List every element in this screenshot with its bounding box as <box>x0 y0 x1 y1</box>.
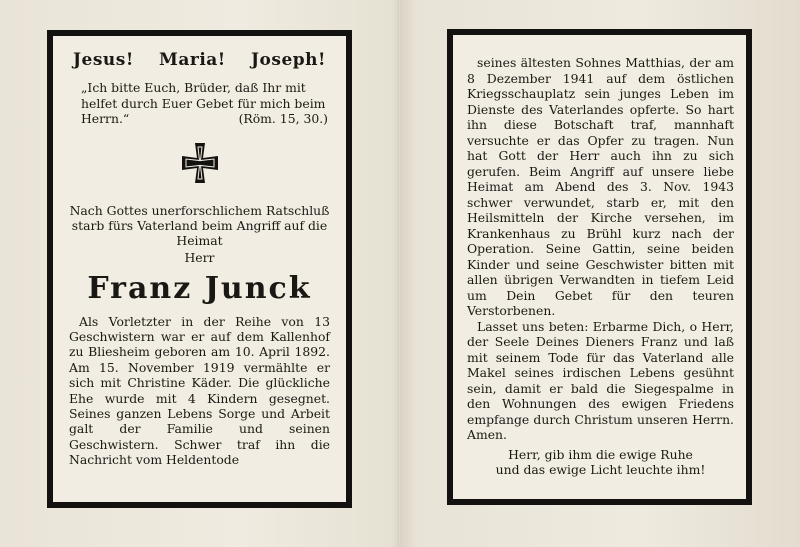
title-herr: Herr <box>184 249 215 265</box>
header-invocation <box>73 50 326 70</box>
quote-text: „Ich bitte Euch, Brüder, daß Ihr mit helfet durch Euer Gebet für mich beim Herrn.“ <box>81 80 326 126</box>
prayer-paragraph: Lasset uns beten: Erbarme Dich, o Herr, der Seele Deines Dieners Franz und laß mit seinem Tode für das Vaterland alle Makel seines irdischen Lebens gesühnt sein, damit er bald die Siegespalme in den Wohnungen des ewigen Friedens empfange durch Christum unseren Herrn. Amen. <box>467 318 734 442</box>
deceased-name: Franz Junck <box>87 270 312 306</box>
biography-text: Als Vorletzter in der Reihe von 13 Geschwistern war er auf dem Kallenhof zu Bliesheim geboren am 10. April 1892. Am 15. November 1919 vermählte er sich mit Christine Käder. Die glückliche Ehe wurde mit 4 Kindern gesegnet. Seines ganzen Lebens Sorge und Arbeit galt der Familie und seinen Geschwistern. Schwer traf ihn die Nachricht vom Heldentode <box>69 313 330 468</box>
obituary-paragraph: seines ältesten Sohnes Matthias, der am 8 Dezember 1941 auf dem östlichen Kriegsschauplatz sein junges Leben im Dienste des Vaterlandes opferte. So hart ihn diese Botschaft traf, mannhaft versuchte er das Opfer zu tragen. Nun hat Gott der Herr auch ihn zu sich gerufen. Beim Angriff auf unsere liebe Heimat am Abend des 3. Nov. 1943 schwer verwundet, starb er, mit den Heilsmitteln der Kirche versehen, im Krankenhaus zu Brühl kurz nach der Operation. Seine Gattin, seine beiden Kinder und seine Geschwister bitten mit allen übrigen Verwandten in tiefem Leid um Dein Gebet für den teuren Verstorbenen. <box>467 55 734 318</box>
header-maria: Maria! <box>159 50 226 70</box>
intro-text: Nach Gottes unerforschlichem Ratschluß starb fürs Vaterland beim Angriff auf die Heimat <box>69 202 330 248</box>
left-panel <box>47 30 352 508</box>
fold-line <box>398 0 401 547</box>
obituary-text <box>467 55 734 443</box>
closing-line-1: Herr, gib ihm die ewige Ruhe <box>508 446 693 462</box>
iron-cross-icon <box>178 141 222 185</box>
closing-line-2: und das ewige Licht leuchte ihm! <box>495 462 706 477</box>
header-joseph: Joseph! <box>251 50 326 70</box>
quote-reference: (Röm. 15, 30.) <box>238 111 328 126</box>
header-jesus: Jesus! <box>73 50 134 70</box>
right-panel <box>447 29 752 505</box>
closing-prayer <box>467 447 734 478</box>
bible-quote <box>81 80 328 127</box>
